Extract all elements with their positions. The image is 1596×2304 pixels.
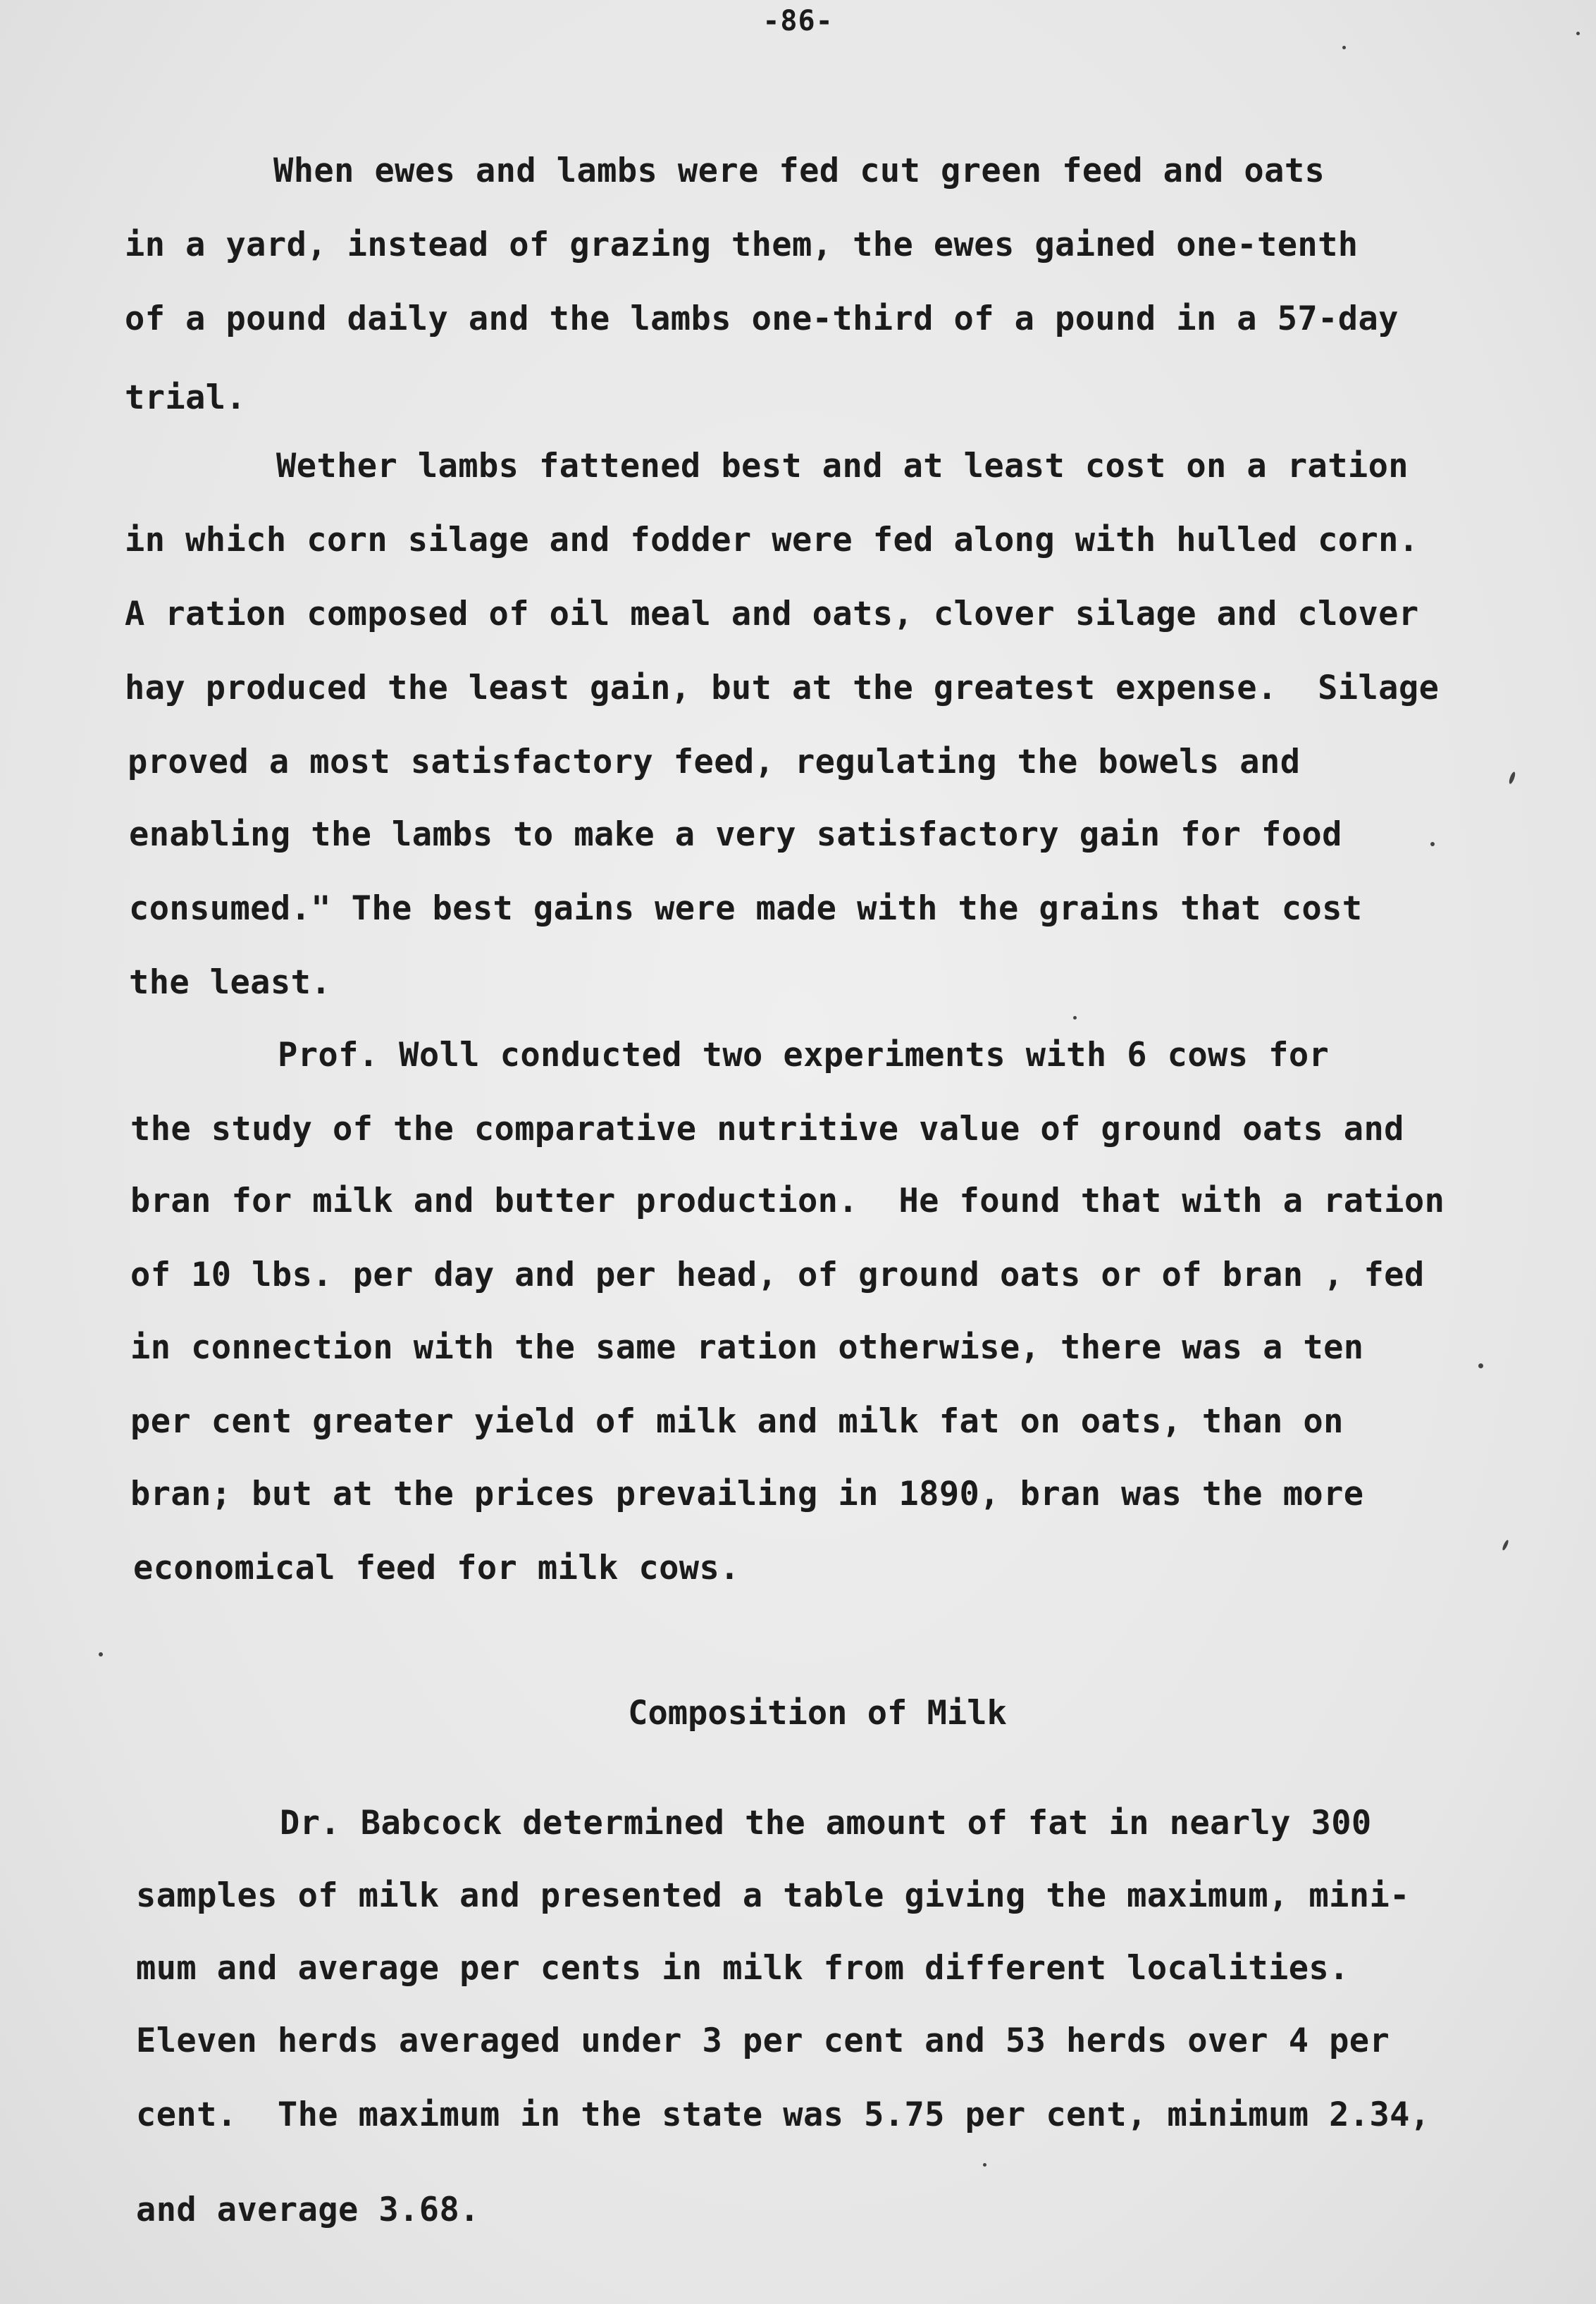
text-line: proved a most satisfactory feed, regulating the bowels and bbox=[128, 743, 1301, 781]
scan-speck bbox=[1430, 842, 1435, 846]
text-line: and average 3.68. bbox=[136, 2191, 480, 2229]
text-line: economical feed for milk cows. bbox=[133, 1549, 740, 1587]
text-line: in connection with the same ration otherwise, there was a ten bbox=[130, 1328, 1364, 1367]
text-line: trial. bbox=[125, 378, 247, 417]
scan-speck bbox=[983, 2163, 986, 2167]
scan-speck bbox=[1502, 1540, 1509, 1552]
text-line: bran for milk and butter production. He found that with a ration bbox=[130, 1182, 1445, 1220]
scan-speck bbox=[99, 1652, 103, 1656]
text-line: Wether lambs fattened best and at least cost on a ration bbox=[276, 447, 1409, 485]
text-line: hay produced the least gain, but at the greatest expense. Silage bbox=[125, 669, 1440, 707]
text-line: in which corn silage and fodder were fed along with hulled corn. bbox=[125, 521, 1419, 559]
text-line: samples of milk and presented a table giving the maximum, mini- bbox=[136, 1876, 1410, 1915]
scan-speck bbox=[1342, 46, 1346, 49]
text-line: bran; but at the prices prevailing in 1890, bran was the more bbox=[130, 1475, 1364, 1513]
text-line: enabling the lambs to make a very satisfactory gain for food bbox=[129, 815, 1342, 854]
text-line: Prof. Woll conducted two experiments with 6 cows for bbox=[278, 1036, 1330, 1074]
page-number: -86- bbox=[762, 5, 834, 37]
scan-speck bbox=[1576, 32, 1580, 35]
scan-speck bbox=[1478, 1363, 1483, 1368]
text-line: consumed." The best gains were made with the grains that cost bbox=[129, 889, 1363, 928]
text-line: Dr. Babcock determined the amount of fat in nearly 300 bbox=[280, 1804, 1372, 1842]
text-line: of a pound daily and the lambs one-third of a pound in a 57-day bbox=[125, 299, 1399, 338]
text-line: the least. bbox=[129, 963, 331, 1002]
text-line: Eleven herds averaged under 3 per cent and 53 herds over 4 per bbox=[136, 2021, 1390, 2060]
scan-speck bbox=[1508, 772, 1516, 785]
text-line: in a yard, instead of grazing them, the ewes gained one-tenth bbox=[125, 225, 1359, 264]
text-line: When ewes and lambs were fed cut green feed and oats bbox=[273, 151, 1325, 190]
section-heading: Composition of Milk bbox=[628, 1694, 1007, 1733]
text-line: of 10 lbs. per day and per head, of ground oats or of bran , fed bbox=[130, 1256, 1425, 1294]
text-line: cent. The maximum in the state was 5.75 per cent, minimum 2.34, bbox=[136, 2095, 1430, 2134]
text-line: mum and average per cents in milk from different localities. bbox=[136, 1949, 1349, 1988]
scan-speck bbox=[1073, 1016, 1077, 1020]
text-line: A ration composed of oil meal and oats, clover silage and clover bbox=[125, 595, 1419, 633]
text-line: per cent greater yield of milk and milk fat on oats, than on bbox=[130, 1402, 1344, 1441]
text-line: the study of the comparative nutritive value of ground oats and bbox=[130, 1110, 1404, 1148]
